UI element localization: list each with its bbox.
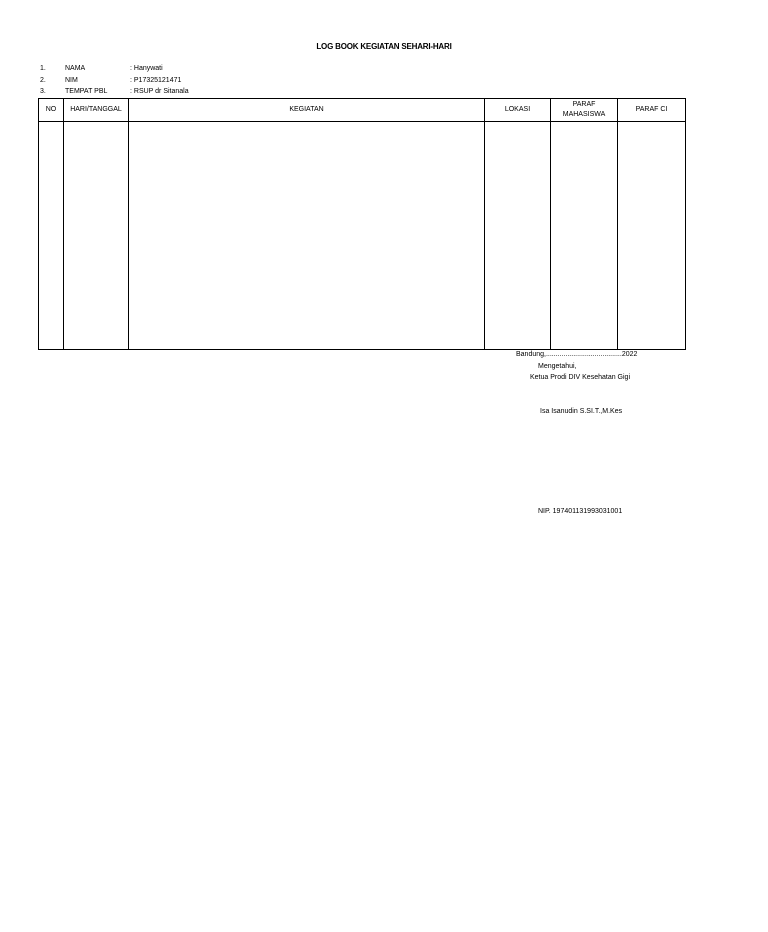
signature-name: Isa Isanudin S.SI.T.,M.Kes [540, 408, 623, 415]
table-header-row [39, 99, 686, 122]
header-ci-sign: PARAF CI [618, 99, 686, 122]
info-value: : Hanywati [130, 65, 163, 72]
info-label: TEMPAT PBL [65, 88, 108, 95]
header-location: LOKASI [485, 99, 551, 122]
signature-position: Ketua Prodi DIV Kesehatan Gigi [530, 374, 631, 381]
signature-place-date: Bandung,.......................................2022 [516, 351, 638, 358]
cell-location [485, 122, 551, 350]
cell-date [64, 122, 129, 350]
header-no: NO [39, 99, 64, 122]
cell-no [39, 122, 64, 350]
logbook-table [38, 98, 686, 350]
info-label: NIM [65, 77, 78, 84]
table-row [39, 122, 686, 350]
header-activity: KEGIATAN [129, 99, 485, 122]
info-number: 3. [40, 88, 46, 95]
signature-nip: NIP. 197401131993031001 [538, 508, 623, 515]
info-number: 1. [40, 65, 46, 72]
info-label: NAMA [65, 65, 86, 72]
cell-activity [129, 122, 485, 350]
header-student-sign [551, 99, 618, 122]
cell-ci-sign [618, 122, 686, 350]
header-date: HARI/TANGGAL [64, 99, 129, 122]
signature-acknowledged: Mengetahui, [538, 363, 577, 370]
info-value: : P17325121471 [130, 77, 182, 84]
info-number: 2. [40, 77, 46, 84]
cell-student-sign [551, 122, 618, 350]
page-title: LOG BOOK KEGIATAN SEHARI-HARI [316, 42, 452, 51]
header-student-sign-line2: MAHASISWA [562, 111, 606, 118]
info-value: : RSUP dr Sitanala [130, 88, 189, 95]
header-student-sign-line1: PARAF [572, 101, 596, 108]
